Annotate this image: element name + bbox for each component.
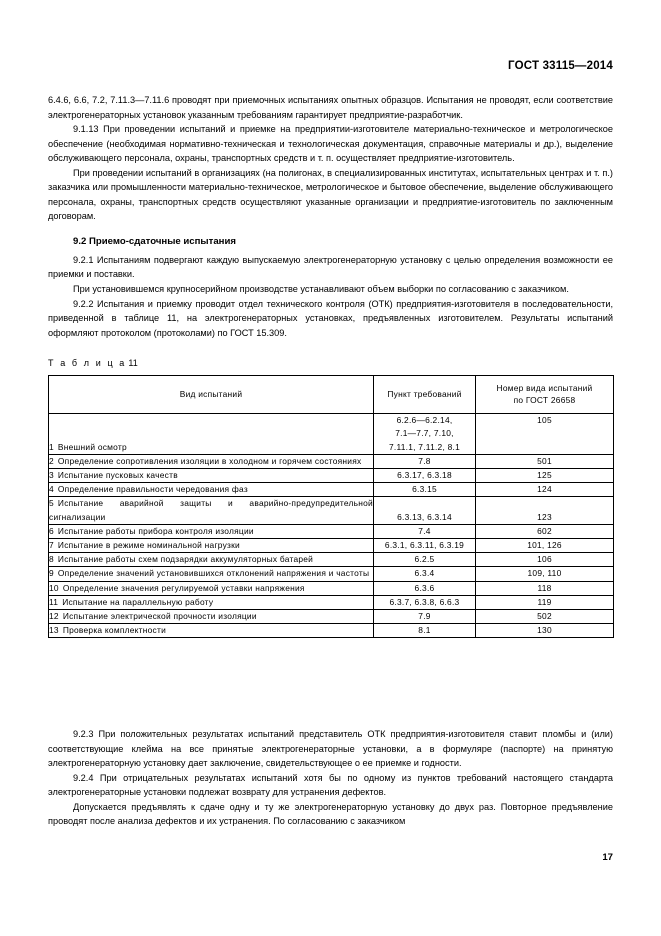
requirement-line-2: 7.1—7.7, 7.10, [395,428,454,439]
cell-test-number: 109, 110 [476,567,614,581]
cell-test-type [49,483,374,497]
paragraph-9-2-1: 9.2.1 Испытаниям подвергают каждую выпускаемую электрогенераторную установку с целью определения возможности ее приемки и поставки. [48,254,613,280]
table-row [49,610,614,624]
table-header-row [49,376,614,414]
cell-requirement-clause: 6.3.6 [374,581,476,595]
cell-test-number: 105 [476,414,614,455]
cell-test-number: 125 [476,469,614,483]
row-index: 6 [49,525,54,536]
paragraph-testing-in-organizations: При проведении испытаний в организациях (на полигонах, в специализированных институтах, испытательных центрах и т. п.) заказчика или промышленности материально-техническое, метрологическое и бытовое обеспечение, выделение обслуживающего персонала, охраны, транспортных средств осуществляют указанные организации и предприятие-изготовитель по заключенным договорам. [48,167,613,222]
row-test-name: Испытание на параллельную работу [62,596,214,607]
cell-requirement-clause: 6.2.5 [374,553,476,567]
table-row [49,524,614,538]
row-index: 1 [49,441,54,452]
cell-test-type [49,581,374,595]
paragraph-6-4-6: 6.4.6, 6.6, 7.2, 7.11.3—7.11.6 проводят при приемочных испытаниях опытных образцов. Испытания не проводят, если соответствие электрогенераторных установок указанным требованиям гарантирует предприятие-разработчик. [48,95,613,120]
row-test-name: Испытание пусковых качеств [57,470,178,481]
table-caption-number: 11 [128,358,138,369]
table-row [49,595,614,609]
row-index: 2 [49,455,54,466]
cell-test-type [49,497,374,524]
cell-test-type [49,524,374,538]
section-heading-9-2: 9.2 Приемо-сдаточные испытания [73,235,236,247]
column-header-test-number [476,376,614,414]
row-index: 4 [49,484,54,495]
cell-test-number: 502 [476,610,614,624]
cell-requirement-clause: 6.3.1, 6.3.11, 6.3.19 [374,539,476,553]
cell-requirement-clause: 7.9 [374,610,476,624]
table-row [49,539,614,553]
row-index: 9 [49,568,54,579]
cell-requirement-clause: 6.3.13, 6.3.14 [374,497,476,524]
column-header-test-number-line1: Номер вида испытаний [496,383,593,394]
table-row [49,567,614,581]
table-row [49,581,614,595]
column-header-requirement-clause: Пункт требований [374,376,476,414]
row-index: 12 [49,611,59,622]
table-row [49,469,614,483]
table-body [49,414,614,638]
requirement-line-1: 6.2.6—6.2.14, [396,415,453,426]
cell-test-type [49,553,374,567]
row-test-name: Внешний осмотр [57,441,127,452]
cell-requirement-clause: 6.3.4 [374,567,476,581]
table-row [49,553,614,567]
requirement-line-3: 7.11.1, 7.11.2, 8.1 [388,441,461,452]
row-test-name: Определение сопротивления изоляции в холодном и горячем состояниях [57,455,362,466]
row-test-name: Испытание работы прибора контроля изоляции [57,525,254,536]
cell-test-number: 501 [476,454,614,468]
cell-requirement-clause: 6.3.7, 6.3.8, 6.6.3 [374,595,476,609]
document-body-continued [48,727,613,829]
row-test-name: Испытание электрической прочности изоляции [62,611,257,622]
acceptance-tests-table [48,375,614,638]
row-index: 10 [49,582,59,593]
row-index: 11 [49,596,59,607]
table-header [49,376,614,414]
cell-test-type [49,610,374,624]
cell-requirement-clause: 7.8 [374,454,476,468]
cell-test-type [49,414,374,455]
cell-test-number: 106 [476,553,614,567]
paragraph-9-2-4: 9.2.4 При отрицательных результатах испытаний хотя бы по одному из пунктов требований настоящего стандарта электрогенераторные установки подлежат возврату для устранения дефектов. [48,772,613,798]
page-number: 17 [602,852,613,863]
paragraph-9-2-3: 9.2.3 При положительных результатах испытаний представитель ОТК предприятия-изготовителя ставит пломбы и (или) соответствующие клейма на все принятые электрогенераторные установки, а в формуляре (паспорте) на принятую электрогенераторную установку дает заключение, свидетельствующее о ее приемке и годности. [48,729,613,769]
paragraph-9-1-13: 9.1.13 При проведении испытаний и приемке на предприятии-изготовителе материально-техническое и метрологическое обеспечение (необходимая нормативно-техническая и технологическая документация, справочные материалы и др.), выделение обслуживающего персонала, охраны, транспортных средств и т. п. осуществляет предприятие-изготовитель. [48,124,613,164]
paragraph-resubmission: Допускается предъявлять к сдаче одну и ту же электрогенераторную установку до двух раз. Повторное предъявление проводят после анализа дефектов и их устранения. По согласованию с заказчиком [48,801,613,827]
row-index: 13 [49,625,59,636]
cell-test-number: 124 [476,483,614,497]
cell-test-type [49,595,374,609]
row-index: 5 [49,498,54,509]
cell-test-number: 118 [476,581,614,595]
cell-test-number: 602 [476,524,614,538]
cell-test-type [49,454,374,468]
table-row [49,497,614,524]
row-index: 8 [49,554,54,565]
cell-requirement-clause [374,414,476,455]
row-test-name: Испытание аварийной защиты и аварийно-предупредительной сигнализации [49,498,373,522]
cell-test-number: 130 [476,624,614,638]
document-body [48,93,613,638]
row-test-name: Определение значений установившихся отклонений напряжения и частоты [57,568,370,579]
cell-test-type [49,567,374,581]
paragraph-9-2-2: 9.2.2 Испытания и приемку проводит отдел технического контроля (ОТК) предприятия-изготовителя в последовательности, приведенной в таблице 11, на электрогенераторных установках, предъявленных изготовителем. Результаты испытаний оформляют протоколом (протоколами) по ГОСТ 15.309. [48,298,613,338]
table-caption-label: Т а б л и ц а [48,358,127,369]
column-header-test-type: Вид испытаний [49,376,374,414]
row-test-name: Испытание в режиме номинальной нагрузки [57,540,240,551]
row-test-name: Определение правильности чередования фаз [57,484,248,495]
cell-test-number: 119 [476,595,614,609]
row-index: 3 [49,470,54,481]
cell-test-number: 123 [476,497,614,524]
row-test-name: Испытание работы схем подзарядки аккумуляторных батарей [57,554,314,565]
running-header-standard-number: ГОСТ 33115—2014 [508,60,613,72]
table-row [49,454,614,468]
cell-test-type [49,539,374,553]
cell-test-type [49,624,374,638]
row-test-name: Проверка комплектности [62,625,166,636]
table-row [49,483,614,497]
cell-requirement-clause: 7.4 [374,524,476,538]
row-test-name: Определение значения регулируемой уставки напряжения [62,582,305,593]
paragraph-sampling-volume: При установившемся крупносерийном производстве устанавливают объем выборки по согласованию с заказчиком. [73,284,569,295]
table-row [49,414,614,455]
cell-test-number: 101, 126 [476,539,614,553]
table-caption [48,358,613,368]
cell-requirement-clause: 8.1 [374,624,476,638]
cell-requirement-clause: 6.3.15 [374,483,476,497]
table-row [49,624,614,638]
cell-requirement-clause: 6.3.17, 6.3.18 [374,469,476,483]
row-index: 7 [49,540,54,551]
cell-test-type [49,469,374,483]
column-header-test-number-line2: по ГОСТ 26658 [513,394,576,405]
